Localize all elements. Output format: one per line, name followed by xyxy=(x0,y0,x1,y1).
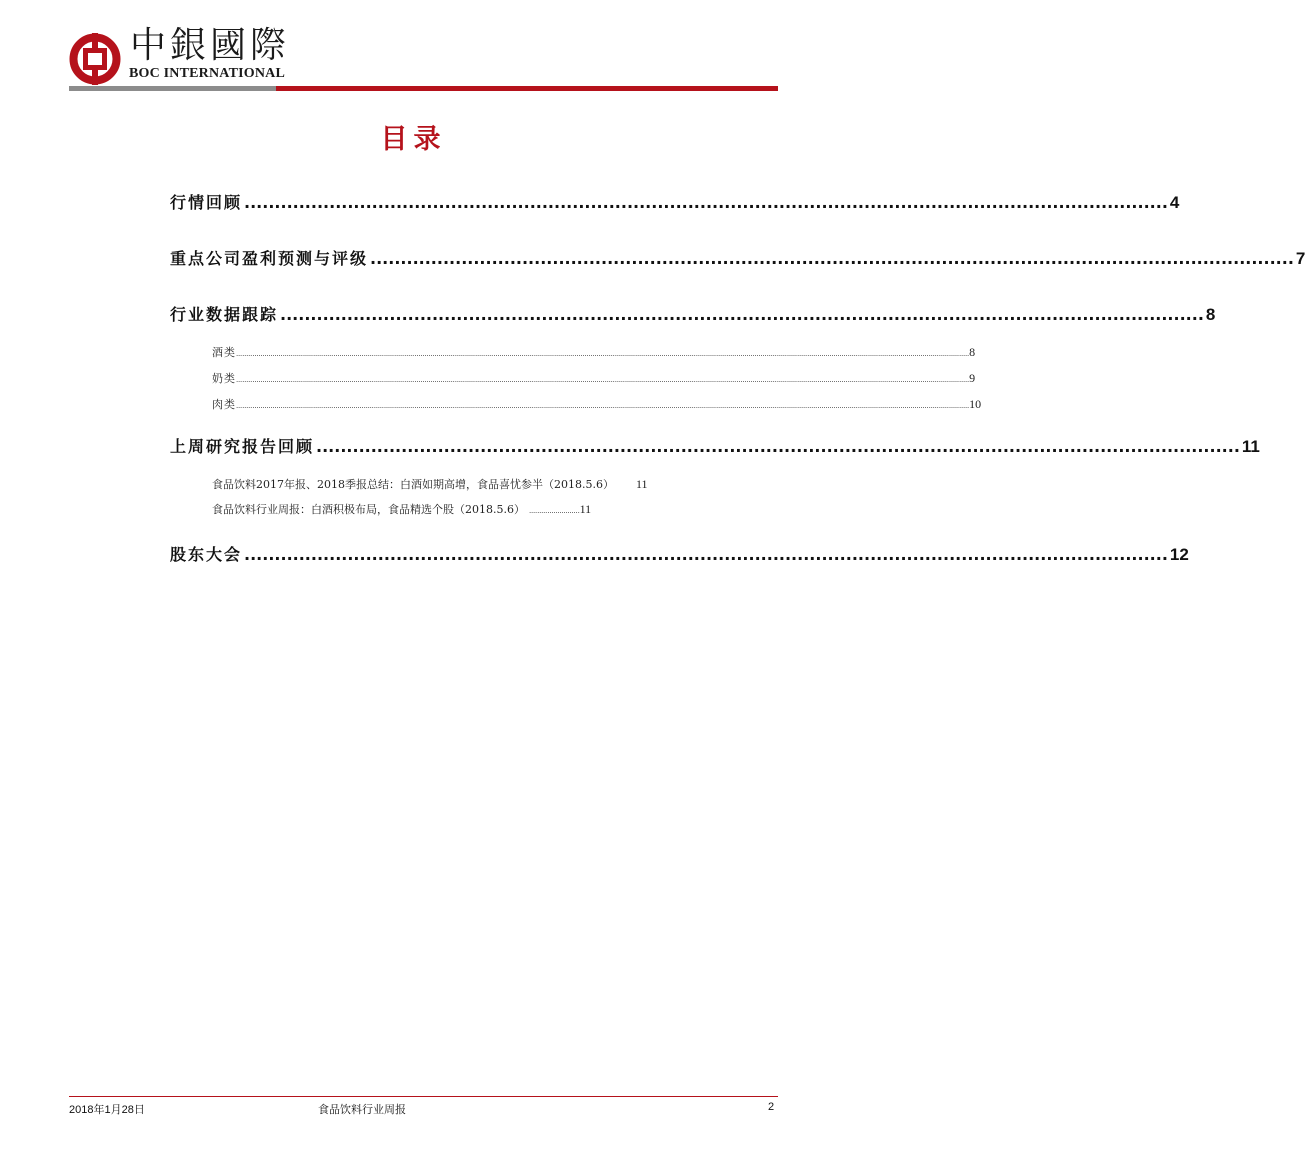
header-bar-gray xyxy=(69,86,276,91)
toc-subentry[interactable] xyxy=(212,476,648,492)
toc-entry-page: 8 xyxy=(1205,305,1216,324)
toc-subentry-label: 肉类 xyxy=(212,398,236,411)
toc-subentry-label: 食品饮料行业周报：白酒积极布局，食品精选个股（2018.5.6） xyxy=(212,503,525,516)
toc-entry[interactable] xyxy=(170,302,1216,325)
toc-subentry-page: 11 xyxy=(579,502,592,516)
toc-entry[interactable] xyxy=(170,542,1189,565)
toc-entry-page: 11 xyxy=(1241,437,1260,456)
toc-leader-dots: ........................................................................................................................................................ xyxy=(370,249,1294,268)
toc-leader-dots: ........................................................................................................................................................ xyxy=(316,437,1240,456)
toc-leader-dots: ........................................................................................................................................................ xyxy=(280,305,1204,324)
footer-report-name: 食品饮料行业周报 xyxy=(318,1103,406,1116)
logo-chinese-name: 中銀國際 xyxy=(130,25,291,66)
toc-entry-label: 行业数据跟踪 xyxy=(170,305,279,324)
toc-subentry[interactable] xyxy=(212,501,591,517)
toc-entry[interactable] xyxy=(170,434,1260,457)
toc-subentry-label: 酒类 xyxy=(212,346,236,359)
toc-entry[interactable] xyxy=(170,190,1180,213)
toc-leader-dots: .......................................................................................................................................................................................................................................................................................................................................................................... xyxy=(236,376,970,384)
toc-subentry-page: 9 xyxy=(969,371,976,385)
toc-entry-page: 12 xyxy=(1169,545,1189,564)
toc-subentry-page: 10 xyxy=(969,397,982,411)
toc-leader-dots: ........................................................................................................................................................ xyxy=(244,193,1168,212)
toc-entry-label: 行情回顾 xyxy=(170,193,243,212)
toc-leader-dots: .......................................................................................................................................................................................................................................................................................................................................................................... xyxy=(236,350,970,358)
toc-subentry[interactable] xyxy=(212,396,982,412)
toc-entry-label: 重点公司盈利预测与评级 xyxy=(170,249,369,268)
toc-entry-label: 上周研究报告回顾 xyxy=(170,437,315,456)
logo-english-name: BOC INTERNATIONAL xyxy=(129,66,285,81)
toc-subentry[interactable] xyxy=(212,344,976,360)
toc-entry-page: 7 xyxy=(1295,249,1305,268)
footer-date: 2018年1月28日 xyxy=(69,1104,145,1116)
toc-leader-dots: ......................... xyxy=(528,507,580,515)
header-bar-red xyxy=(276,86,778,91)
toc-subentry-label: 奶类 xyxy=(212,372,236,385)
toc-subentry-page: 8 xyxy=(969,345,976,359)
boc-logo-icon xyxy=(69,33,121,85)
toc-subentry[interactable] xyxy=(212,370,976,386)
toc-leader-dots: ........................................................................................................................................................ xyxy=(244,545,1168,564)
footer-divider xyxy=(69,1096,778,1097)
toc-leader-dots: .......................................................................................................................................................................................................................................................................................................................................................................... xyxy=(236,402,970,410)
toc-entry-label: 股东大会 xyxy=(170,545,243,564)
toc-subentry-page: 11 xyxy=(635,477,648,491)
toc-title: 目录 xyxy=(380,124,447,155)
toc-entry-page: 4 xyxy=(1169,193,1180,212)
footer-page-number: 2 xyxy=(768,1101,775,1113)
toc-entry[interactable] xyxy=(170,246,1305,269)
toc-subentry-label: 食品饮料2017年报、2018季报总结：白酒如期高增，食品喜忧参半（2018.5.6） xyxy=(212,478,614,491)
